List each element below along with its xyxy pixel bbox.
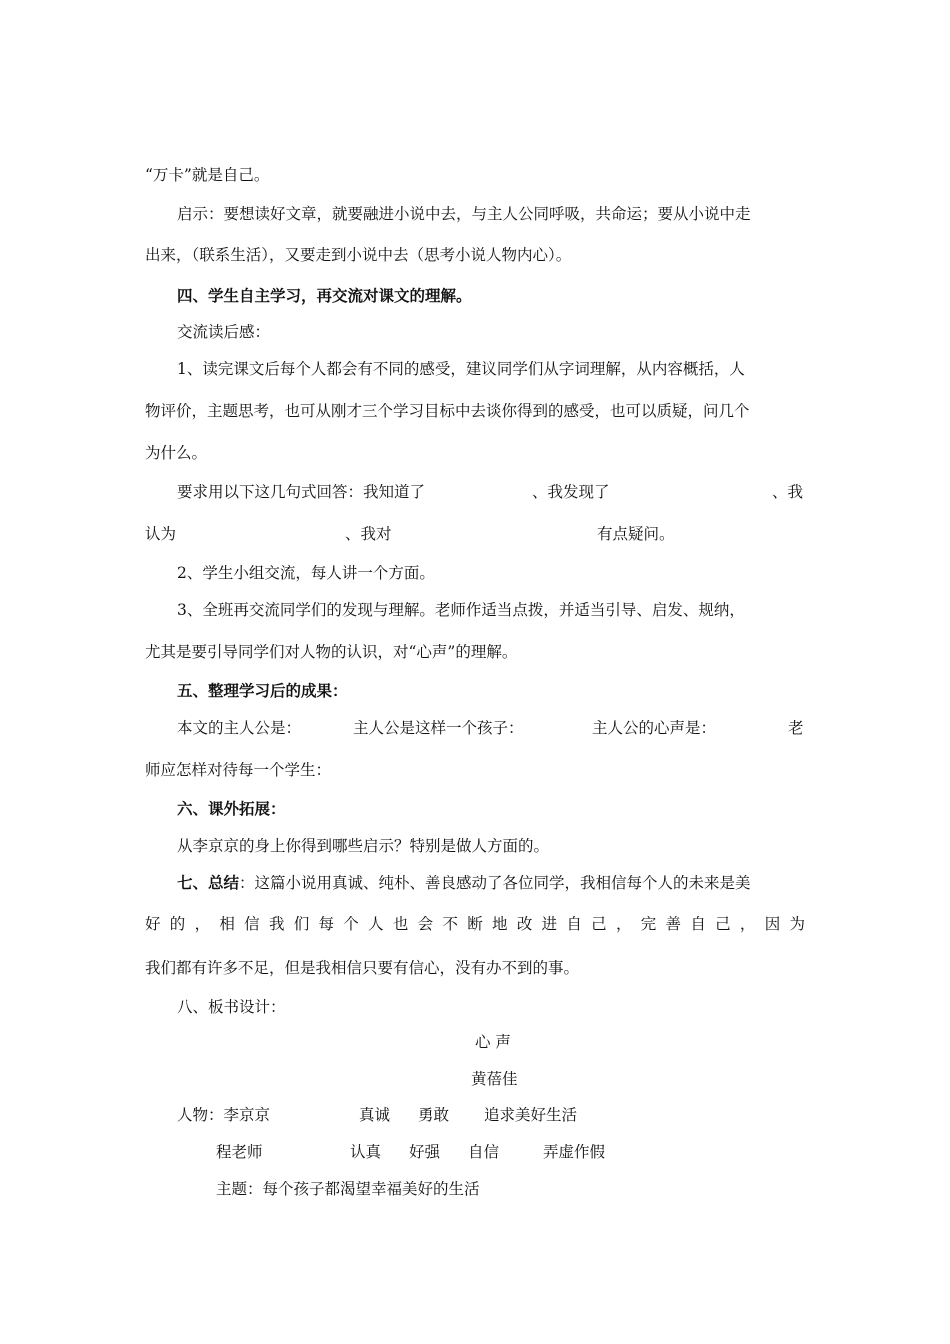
section-heading: 七、总结 — [177, 873, 240, 892]
board-author: 黄蓓佳 — [471, 1070, 518, 1088]
prompt-text: 有点疑问。 — [597, 525, 675, 543]
section-heading: 五、整理学习后的成果： — [177, 681, 348, 700]
paragraph-line: 交流读后感： — [177, 323, 271, 341]
board-row-label: 人物：李京京 — [177, 1106, 271, 1124]
paragraph-line: 1、读完课文后每个人都会有不同的感受，建议同学们从字词理解，从内容概括，人 — [177, 360, 745, 378]
board-item: 自信 — [468, 1143, 500, 1161]
paragraph-line: 2、学生小组交流，每人讲一个方面。 — [177, 564, 435, 582]
prompt-text: 要求用以下这几句式回答：我知道了 — [177, 483, 426, 501]
paragraph-text: ：这篇小说用真诚、纯朴、善良感动了各位同学，我相信每个人的未来是美 — [239, 874, 751, 892]
prompt-text: 、我对 — [345, 525, 392, 543]
paragraph-line: 启示：要想读好文章，就要融进小说中去，与主人公同呼吸，共命运；要从小说中走 — [177, 205, 751, 223]
paragraph-line — [177, 871, 751, 893]
board-item: 好强 — [409, 1143, 441, 1161]
prompt-text: 、我发现了 — [532, 483, 610, 501]
paragraph-line: 物评价，主题思考，也可从刚才三个学习目标中去谈你得到的感受，也可以质疑，问几个 — [145, 402, 750, 420]
paragraph-line: 八、板书设计： — [177, 998, 286, 1016]
board-item: 勇敢 — [418, 1106, 450, 1124]
paragraph-line: “万卡”就是自己。 — [145, 166, 270, 184]
paragraph-line: 尤其是要引导同学们对人物的认识，对“心声”的理解。 — [145, 643, 518, 661]
prompt-text: 认为 — [145, 525, 177, 543]
prompt-text: 、我 — [772, 483, 804, 501]
board-item: 认真 — [350, 1143, 382, 1161]
paragraph-line: 出来，（联系生活），又要走到小说中去（思考小说人物内心）。 — [145, 246, 572, 264]
board-item: 真诚 — [359, 1106, 391, 1124]
paragraph-line: 从李京京的身上你得到哪些启示？特别是做人方面的。 — [177, 837, 550, 855]
paragraph-line: 师应怎样对待每一个学生： — [145, 761, 332, 779]
board-title: 心 声 — [475, 1033, 511, 1051]
prompt-text: 主人公的心声是： — [592, 719, 717, 737]
prompt-text: 主人公是这样一个孩子： — [353, 719, 524, 737]
board-row-label: 程老师 — [216, 1143, 263, 1161]
board-item: 追求美好生活 — [484, 1106, 578, 1124]
paragraph-line: 为什么。 — [145, 444, 208, 462]
prompt-text: 本文的主人公是： — [177, 719, 302, 737]
paragraph-line: 我们都有许多不足，但是我相信只要有信心，没有办不到的事。 — [145, 959, 580, 977]
prompt-text: 老 — [788, 719, 804, 737]
paragraph-line: 3、全班再交流同学们的发现与理解。老师作适当点拨，并适当引导、启发、规纳， — [177, 601, 745, 619]
section-heading: 四、学生自主学习，再交流对课文的理解。 — [177, 286, 472, 305]
board-item: 弄虚作假 — [543, 1143, 606, 1161]
paragraph-line: 好的，相信我们每个人也会不断地改进自己，完善自己，因为 — [145, 915, 805, 933]
section-heading: 六、课外拓展： — [177, 799, 286, 818]
board-theme: 主题：每个孩子都渴望幸福美好的生活 — [216, 1180, 480, 1198]
